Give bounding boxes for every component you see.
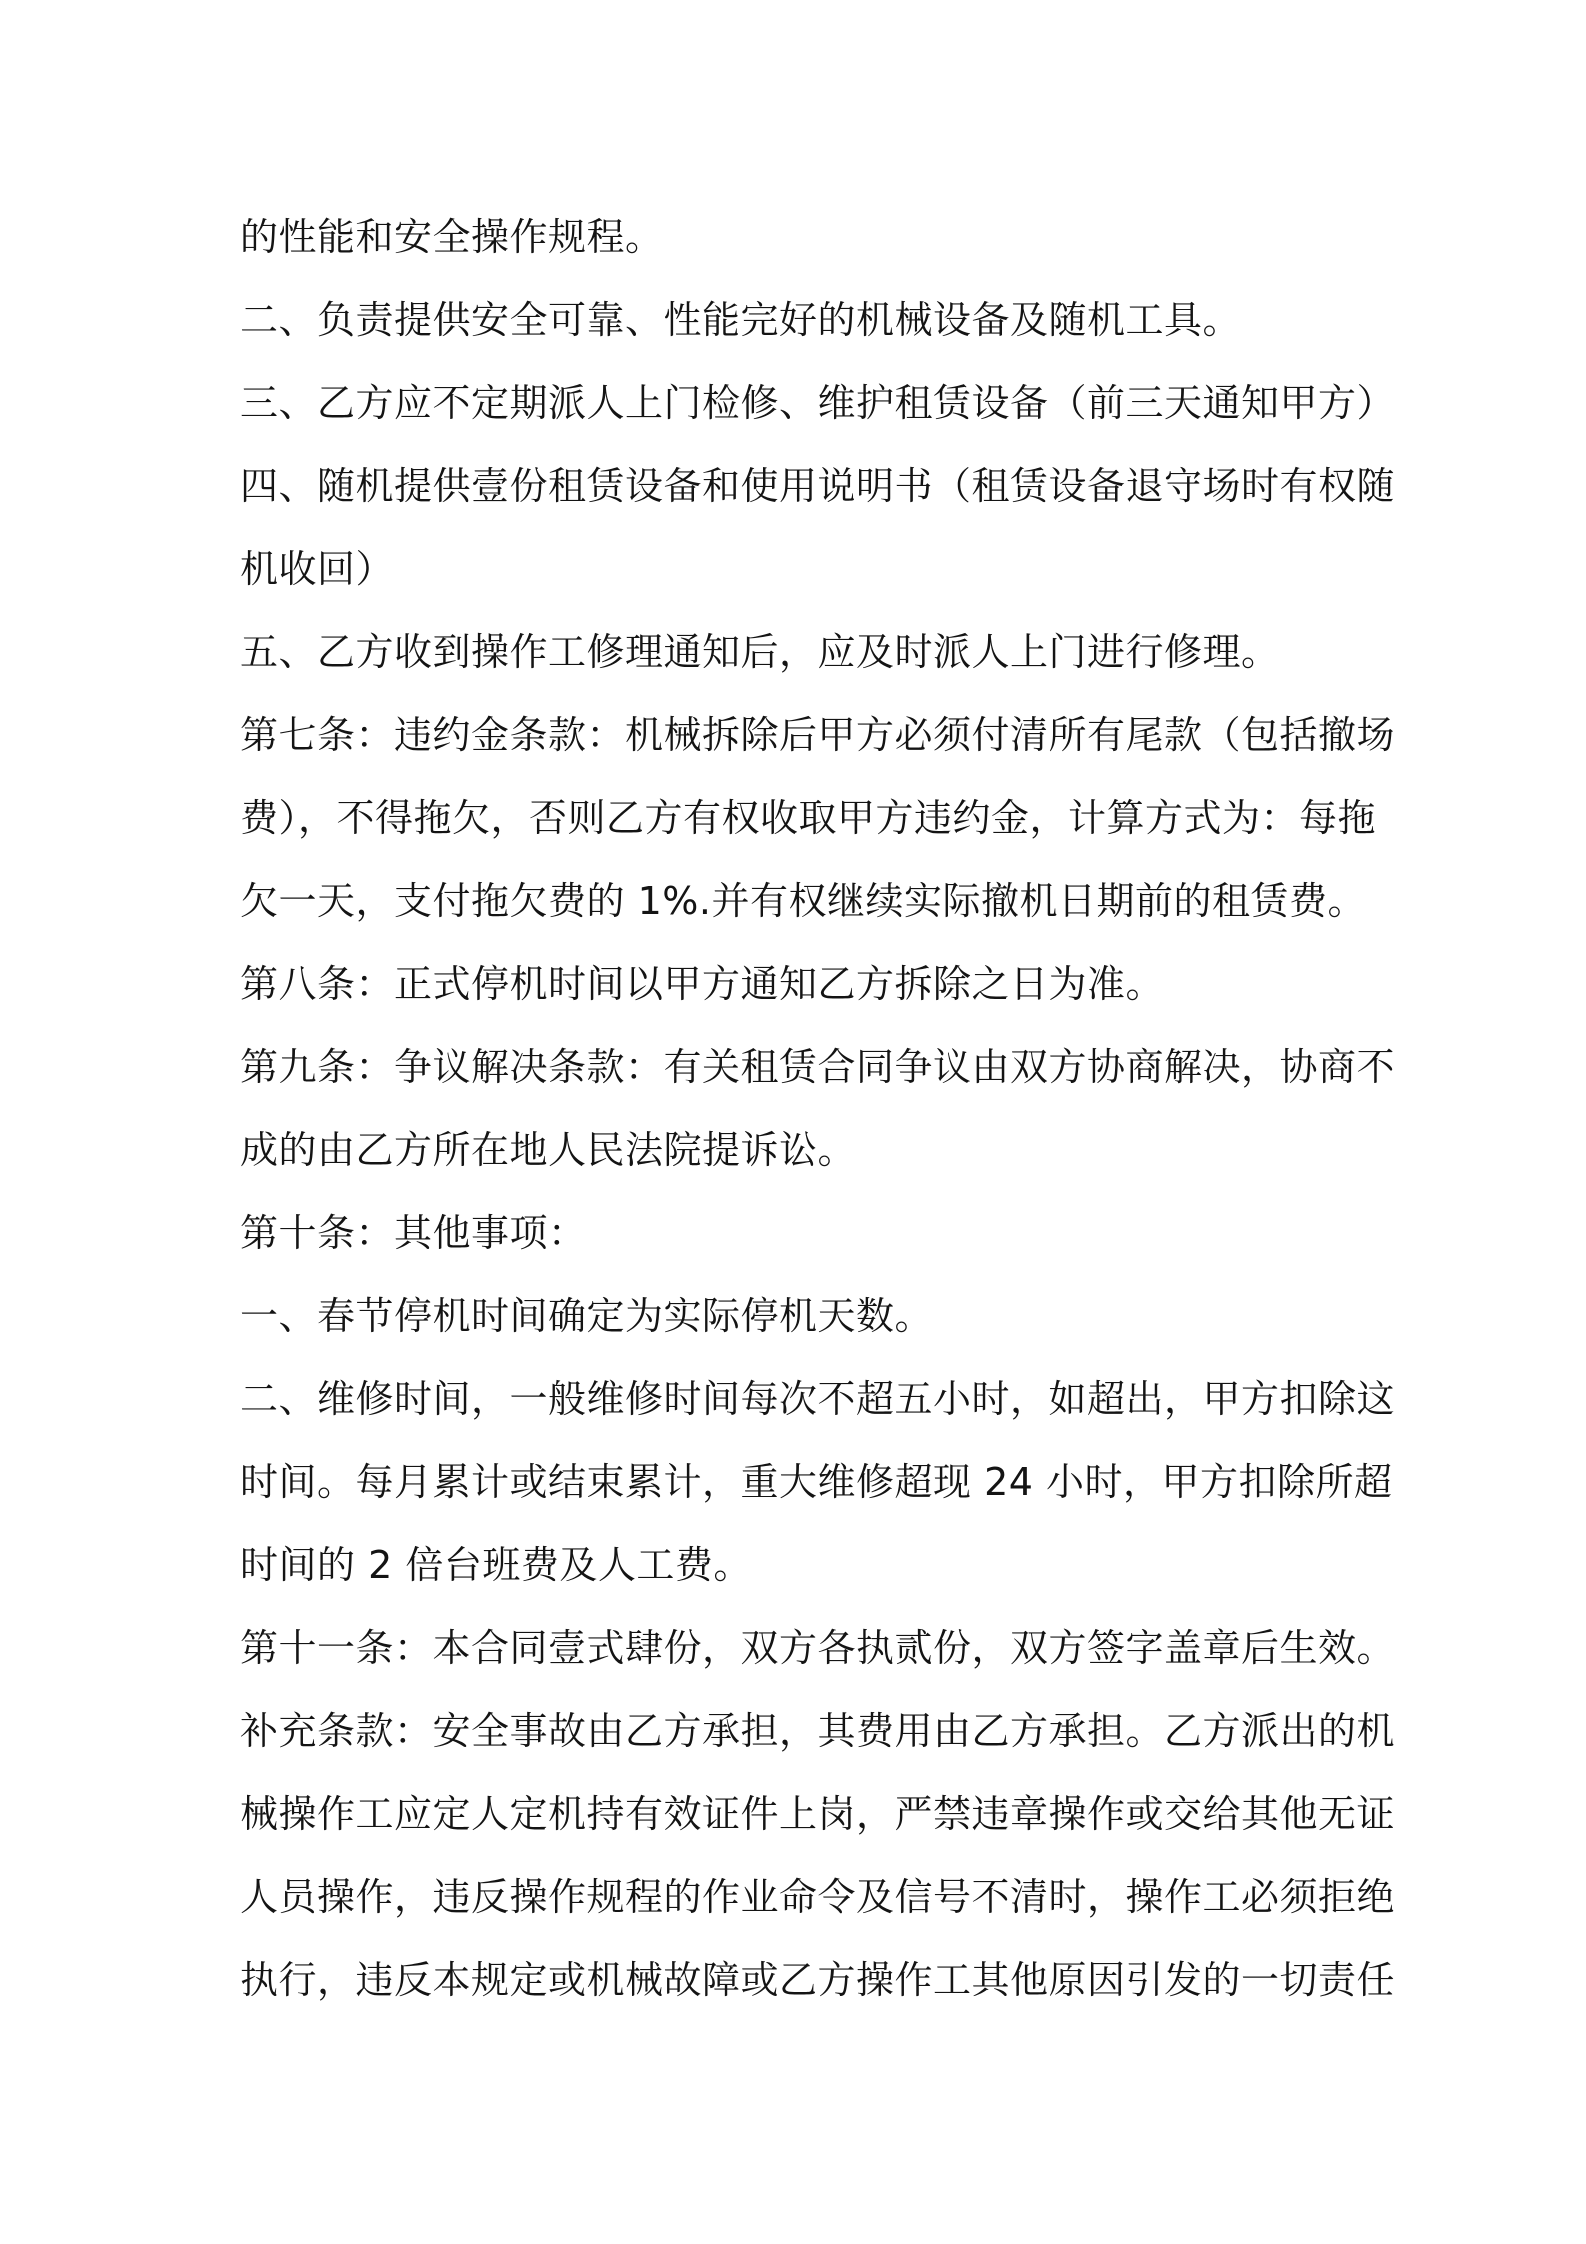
text-line: 第八条：正式停机时间以甲方通知乙方拆除之日为准。: [240, 962, 1165, 1006]
text-line: 补充条款：安全事故由乙方承担，其费用由乙方承担。乙方派出的机: [240, 1709, 1396, 1753]
text-line: 执行，违反本规定或机械故障或乙方操作工其他原因引发的一切责任: [240, 1958, 1396, 2002]
text-line: 二、维修时间，一般维修时间每次不超五小时，如超出，甲方扣除这: [240, 1377, 1396, 1421]
text-line: 机收回）: [240, 547, 395, 591]
text-line: 三、乙方应不定期派人上门检修、维护租赁设备（前三天通知甲方）: [240, 381, 1396, 425]
text-line: 第十一条：本合同壹式肆份，双方各执贰份，双方签字盖章后生效。: [240, 1626, 1396, 1670]
document-body: [240, 196, 1396, 2022]
text-line: 四、随机提供壹份租赁设备和使用说明书（租赁设备退守场时有权随: [240, 464, 1396, 508]
text-line: 第七条：违约金条款：机械拆除后甲方必须付清所有尾款（包括撤场: [240, 713, 1396, 757]
text-line: 械操作工应定人定机持有效证件上岗，严禁违章操作或交给其他无证: [240, 1792, 1396, 1836]
text-line: 五、乙方收到操作工修理通知后，应及时派人上门进行修理。: [240, 630, 1280, 674]
text-line: 第九条：争议解决条款：有关租赁合同争议由双方协商解决，协商不: [240, 1045, 1396, 1089]
text-line: 的性能和安全操作规程。: [240, 215, 664, 259]
text-line: 时间。每月累计或结束累计，重大维修超现 24 小时，甲方扣除所超: [240, 1460, 1393, 1504]
text-line: 费），不得拖欠，否则乙方有权收取甲方违约金，计算方式为：每拖: [240, 796, 1377, 840]
text-line: 人员操作，违反操作规程的作业命令及信号不清时，操作工必须拒绝: [240, 1875, 1396, 1919]
text-line: 欠一天，支付拖欠费的 1%.并有权继续实际撤机日期前的租赁费。: [240, 879, 1366, 923]
text-line: 成的由乙方所在地人民法院提诉讼。: [240, 1128, 857, 1172]
text-line: 一、春节停机时间确定为实际停机天数。: [240, 1294, 934, 1338]
text-line: 第十条：其他事项：: [240, 1211, 587, 1255]
text-line: 时间的 2 倍台班费及人工费。: [240, 1543, 752, 1587]
text-line: 二、负责提供安全可靠、性能完好的机械设备及随机工具。: [240, 298, 1242, 342]
